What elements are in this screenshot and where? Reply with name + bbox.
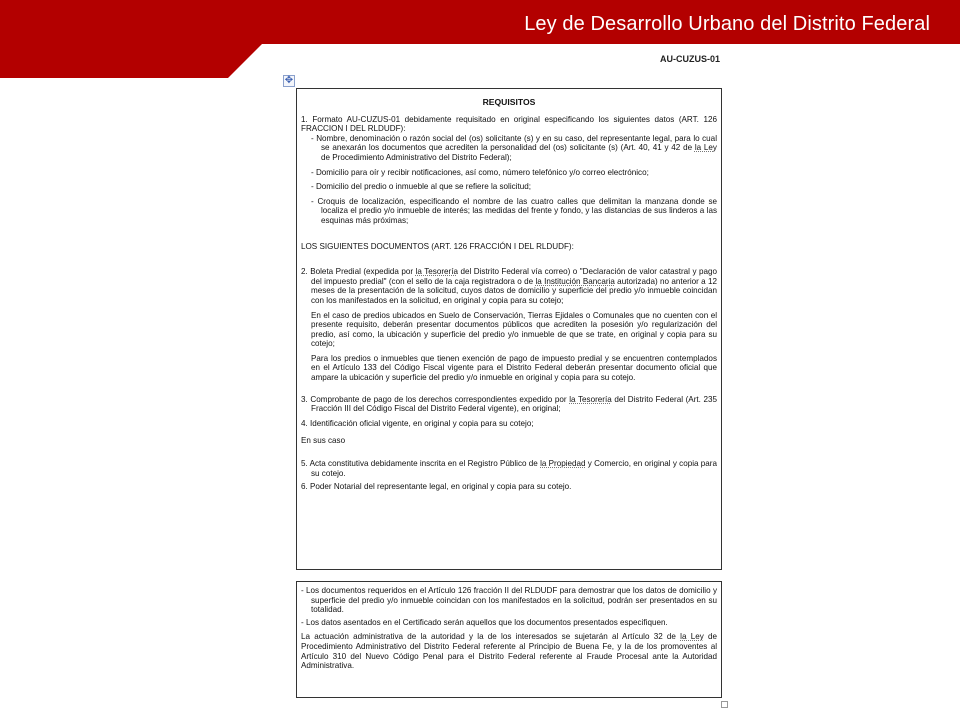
requirement-2 — [301, 267, 717, 305]
documents-heading: LOS SIGUIENTES DOCUMENTOS (ART. 126 FRACCIÓN I DEL RLDUDF): — [301, 241, 574, 251]
move-handle-icon[interactable]: ✥ — [284, 75, 294, 86]
note-3-text-end: de Procedimiento Administrativo del Distrito Federal referente al Principio de Buena Fe, y la de los promoventes al Artículo 310 del Nuevo Código Penal para el Distrito Federal referente al Fraude Procesal ante la Autoridad Administrativa. — [301, 632, 717, 671]
propiedad-link: la Propiedad — [540, 459, 586, 469]
law-link: la Ley — [694, 143, 717, 153]
requirement-2-text: 2. Boleta Predial (expedida por — [301, 267, 416, 277]
page-title: Ley de Desarrollo Urbano del Distrito Federal — [524, 13, 930, 35]
requirements-title: REQUISITOS — [482, 97, 536, 107]
note-3 — [301, 632, 717, 670]
requirement-2-paragraph-2: En el caso de predios ubicados en Suelo de Conservación, Tierras Ejidales o Comunales que no cuenten con el presente requisito, deberán presentar documentos públicos que acrediten la posesión y/o regularización del predio, así como, la ubicación y superficie del predio y/o inmueble de que se trate, en original y copia para su cotejo; — [311, 310, 717, 349]
requirement-5-text-end: y Comercio, en original y copia para su cotejo. — [311, 459, 717, 478]
requirements-box — [296, 88, 722, 570]
requirement-2-paragraph-3: Para los predios o inmuebles que tienen exención de pago de impuesto predial y se encuentren contemplados en el Artículo 133 del Código Fiscal vigente para el Distrito Federal deberán presentar documento oficial que ampare la ubicación y superficie del predio y/o inmueble en original y copia para su cotejo. — [311, 353, 717, 383]
requirement-2-text-end: autorizada) no anterior a 12 meses de la presentación de la solicitud, cuyos datos de domicilio y superficie del predio y/o inmueble coincidan con los manifestados en la solicitud, en original y copia para su cotejo; — [311, 276, 717, 305]
requirement-3-text-end: del Distrito Federal (Art. 235 Fracción III del Código Fiscal del Distrito Federal vigente), en original; — [311, 394, 718, 414]
requirement-3-text: 3. Comprobante de pago de los derechos correspondientes expedido por — [301, 394, 570, 404]
requirement-1-a — [311, 134, 717, 163]
law-link-2: la Ley — [680, 632, 704, 642]
requirement-1-a-text-end: de Procedimiento Administrativo del Distrito Federal); — [321, 152, 512, 162]
tesoreria-link-2: la Tesorería — [569, 394, 612, 404]
requirement-1-b: - Domicilio para oír y recibir notificaciones, así como, número telefónico y/o correo electrónico; — [311, 167, 649, 177]
note-3-text: La actuación administrativa de la autoridad y la de los interesados se sujetarán al Artículo 32 de — [301, 632, 681, 642]
tesoreria-link: la Tesorería — [415, 267, 458, 277]
note-1: - Los documentos requeridos en el Artículo 126 fracción II del RLDUDF para demostrar que los datos de domicilio y superficie del predio y/o inmueble coincidan con los manifestados en la solicitud, podrán ser presentados en su totalidad. — [301, 586, 717, 615]
corner-mark — [721, 701, 728, 708]
requirement-5 — [301, 459, 717, 478]
requirement-5-text: 5. Acta constitutiva debidamente inscrita en el Registro Público de — [301, 459, 541, 469]
requirement-2-text-mid: del Distrito Federal vía correo) o "Declaración de valor catastral y pago del impuesto predial" (con el sello de la caja registradora o de — [311, 267, 718, 286]
header-banner-shape — [0, 0, 960, 80]
requirement-3 — [301, 395, 717, 414]
requirement-4: 4. Identificación oficial vigente, en original y copia para su cotejo; — [301, 418, 534, 428]
note-2: - Los datos asentados en el Certificado serán aquellos que los documentos presentados especifiquen. — [301, 617, 668, 627]
en-sus-caso-label: En sus caso — [301, 436, 346, 446]
notes-box — [296, 581, 722, 698]
requirement-6: 6. Poder Notarial del representante legal, en original y copia para su cotejo. — [301, 482, 572, 492]
requirement-1-intro: 1. Formato AU-CUZUS-01 debidamente requisitado en original especificando los siguientes datos (ART. 126 FRACCION I DEL RLDUDF): — [301, 114, 717, 134]
header-banner — [0, 0, 960, 80]
requirement-1-d: - Croquis de localización, especificando el nombre de las cuatro calles que delimitan la manzana donde se localiza el predio y/o inmueble de interés; las medidas del frente y fondo, y las distancias de sus linderos a las esquinas más próximas; — [311, 196, 717, 225]
form-code-label: AU-CUZUS-01 — [660, 54, 721, 64]
requirement-1-c: - Domicilio del predio o inmueble al que se refiere la solicitud; — [311, 182, 531, 192]
institucion-bancaria-link: la Institución Bancaria — [535, 276, 615, 286]
requirement-1-a-text: - Nombre, denominación o razón social del (os) solicitante (s) y en su caso, del representante legal, para lo cual se anexarán los documentos que acrediten la personalidad del (os) solicitante (s) (Art. 40, 41 y 42 de — [311, 133, 717, 153]
